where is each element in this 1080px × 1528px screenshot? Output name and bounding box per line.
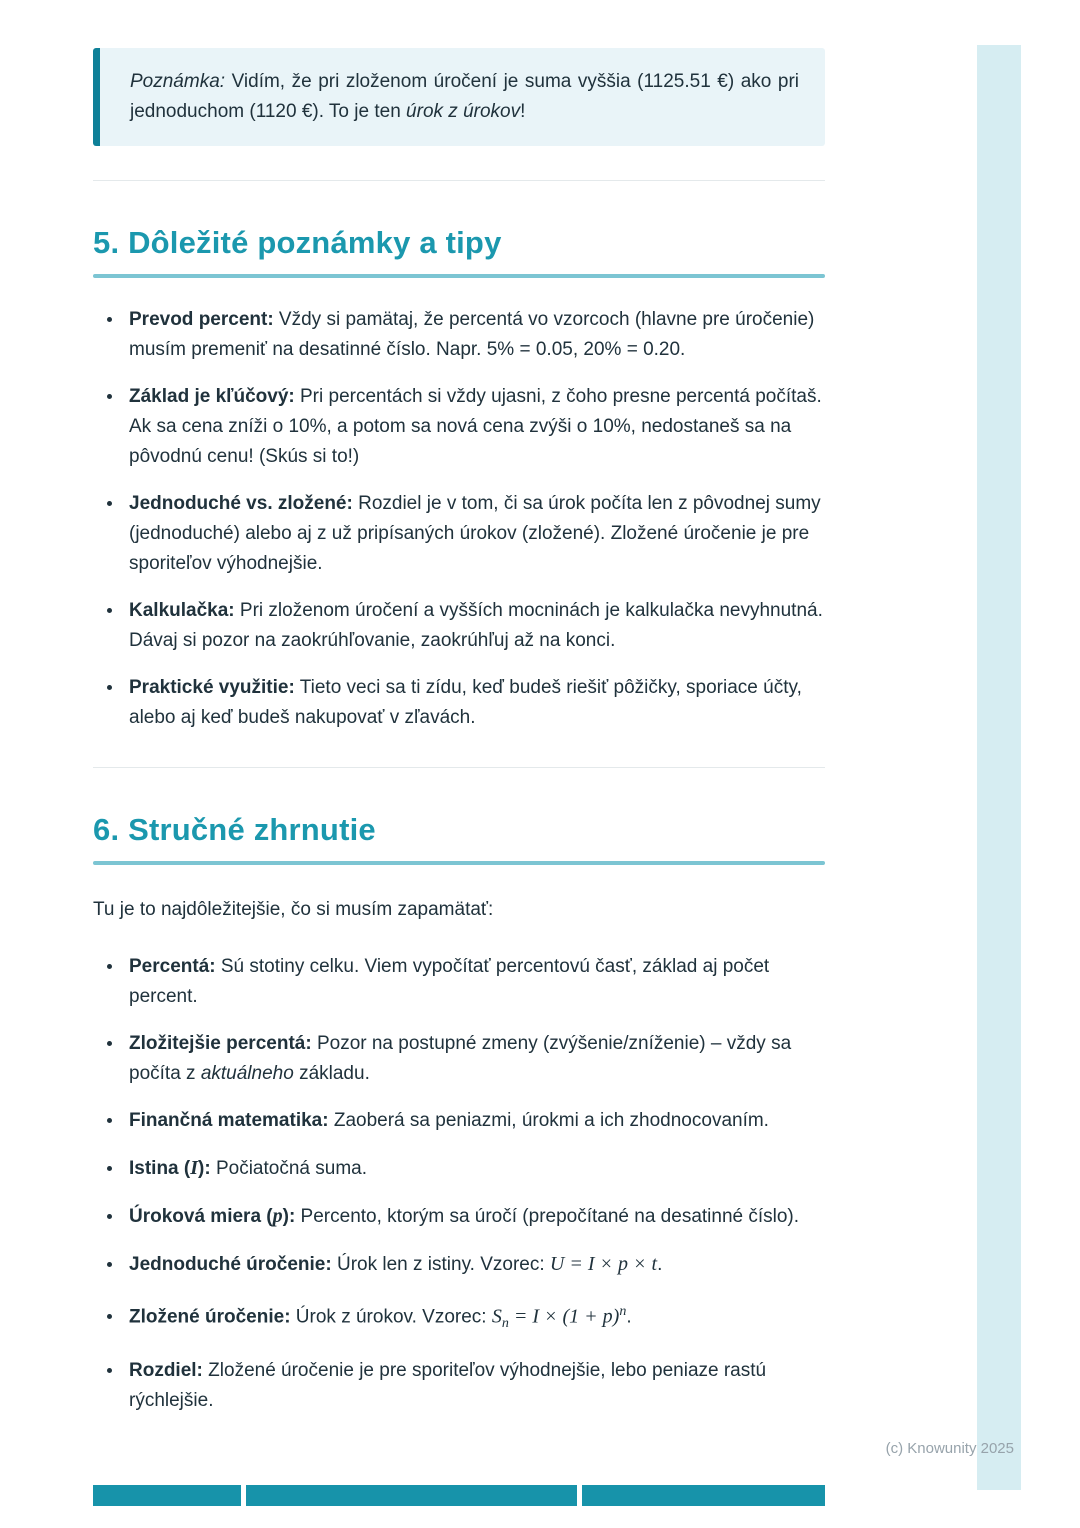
text-segment: Rozdiel je v tom, či sa úrok počíta len z pôvodnej sumy (jednoduché) alebo aj z už pripísaných úrokov (zložené). Zložené úročenie je pre sporiteľov výhodnejšie.	[129, 493, 821, 574]
text-segment: .	[657, 1254, 663, 1275]
footer-bar-segment	[246, 1485, 577, 1506]
footer-accent-bar	[93, 1485, 825, 1506]
bullet-item	[124, 1297, 825, 1339]
bullet-item	[124, 1106, 825, 1136]
text-segment: Pri zloženom úročení a vyšších mocninách je kalkulačka nevyhnutná. Dávaj si pozor na zaokrúhľovanie, zaokrúhľuj až na konci.	[129, 600, 823, 651]
bullet-item	[124, 1201, 825, 1232]
text-segment: Úrok z úrokov. Vzorec:	[290, 1306, 492, 1328]
text-segment: Istina (	[129, 1158, 191, 1179]
bullet-item	[124, 382, 825, 472]
bullet-item	[124, 1153, 825, 1184]
text-segment: Zložené úročenie je pre sporiteľov výhodnejšie, lebo peniaze rastú rýchlejšie.	[129, 1360, 767, 1412]
text-segment: ):	[198, 1158, 211, 1179]
page-edge-strip	[977, 45, 1021, 1490]
text-segment: n	[619, 1304, 627, 1319]
text-segment: Poznámka:	[130, 71, 226, 92]
text-segment: Percentá:	[129, 956, 216, 977]
text-segment: Vidím, že pri zloženom úročení je suma vyššia (1125.51 €) ako pri jednoduchom (1120 €). To je ten	[130, 71, 799, 122]
copyright-credit: (c) Knowunity 2025	[885, 1440, 1014, 1457]
text-segment: Pozor na postupné zmeny (zvýšenie/zníženie) – vždy sa počíta z	[129, 1033, 792, 1084]
text-segment: ):	[282, 1206, 296, 1227]
bullet-item	[124, 305, 825, 365]
section-6-bullet-list	[93, 952, 825, 1416]
text-segment: Praktické využitie:	[129, 677, 295, 698]
text-segment: Rozdiel:	[129, 1360, 203, 1382]
text-segment: n	[501, 1316, 509, 1332]
note-callout	[93, 48, 825, 146]
text-segment: Tieto veci sa ti zídu, keď budeš riešiť pôžičky, sporiace účty, alebo aj keď budeš nakupovať v zľavách.	[129, 677, 802, 728]
text-segment: aktuálneho	[200, 1063, 294, 1084]
text-segment: I	[190, 1157, 199, 1179]
text-segment: p	[272, 1205, 283, 1227]
section-divider	[93, 767, 825, 768]
section-divider	[93, 180, 825, 181]
text-segment: Úroková miera (	[129, 1206, 273, 1227]
text-segment: Kalkulačka:	[129, 600, 235, 621]
bullet-item	[124, 1356, 825, 1416]
text-segment: U = I × p × t	[549, 1253, 658, 1275]
text-segment: Prevod percent:	[129, 309, 274, 330]
text-segment: Základ je kľúčový:	[129, 386, 295, 407]
text-segment: Jednoduché úročenie:	[129, 1254, 332, 1275]
section-6-intro: Tu je to najdôležitejšie, čo si musím zapamätať:	[93, 899, 494, 920]
section-6-title-underline	[93, 861, 825, 865]
text-segment: S	[491, 1305, 502, 1328]
text-segment: Jednoduché vs. zložené:	[129, 493, 353, 514]
text-segment: Finančná matematika:	[129, 1110, 329, 1131]
bullet-item	[124, 673, 825, 733]
text-segment: základu.	[293, 1063, 370, 1084]
section-5-bullet-list	[93, 305, 825, 733]
section-6-title: 6. Stručné zhrnutie	[93, 812, 376, 847]
text-segment: Percento, ktorým sa úročí (prepočítané na desatinné číslo).	[295, 1206, 800, 1227]
bullet-item	[124, 596, 825, 656]
bullet-item	[124, 1029, 825, 1089]
bullet-item	[124, 952, 825, 1012]
text-segment: Počiatočná suma.	[210, 1158, 367, 1179]
footer-bar-segment	[93, 1485, 241, 1506]
text-segment: Zložitejšie percentá:	[129, 1033, 312, 1054]
section-5-title: 5. Dôležité poznámky a tipy	[93, 225, 502, 260]
text-segment: !	[520, 101, 526, 122]
text-segment: Pri percentách si vždy ujasni, z čoho presne percentá počítaš. Ak sa cena zníži o 10%, a potom sa nová cena zvýši o 10%, nedostaneš sa na pôvodnú cenu! (Skús si to!)	[129, 386, 822, 467]
text-segment: Sú stotiny celku. Viem vypočítať percentovú časť, základ aj počet percent.	[129, 956, 770, 1007]
text-segment: Úrok len z istiny. Vzorec:	[331, 1254, 550, 1275]
text-segment: Zaoberá sa peniazmi, úrokmi a ich zhodnocovaním.	[328, 1110, 769, 1131]
bullet-item	[124, 1249, 825, 1280]
text-segment: .	[626, 1306, 632, 1328]
text-segment: = I × (1 + p)	[508, 1305, 620, 1328]
text-segment: úrok z úrokov	[406, 101, 521, 122]
section-5-title-underline	[93, 274, 825, 278]
text-segment: Vždy si pamätaj, že percentá vo vzorcoch (hlavne pre úročenie) musím premeniť na desatinné číslo. Napr. 5% = 0.05, 20% = 0.20.	[129, 309, 815, 360]
text-segment: Zložené úročenie:	[129, 1306, 291, 1328]
footer-bar-segment	[582, 1485, 825, 1506]
bullet-item	[124, 489, 825, 579]
